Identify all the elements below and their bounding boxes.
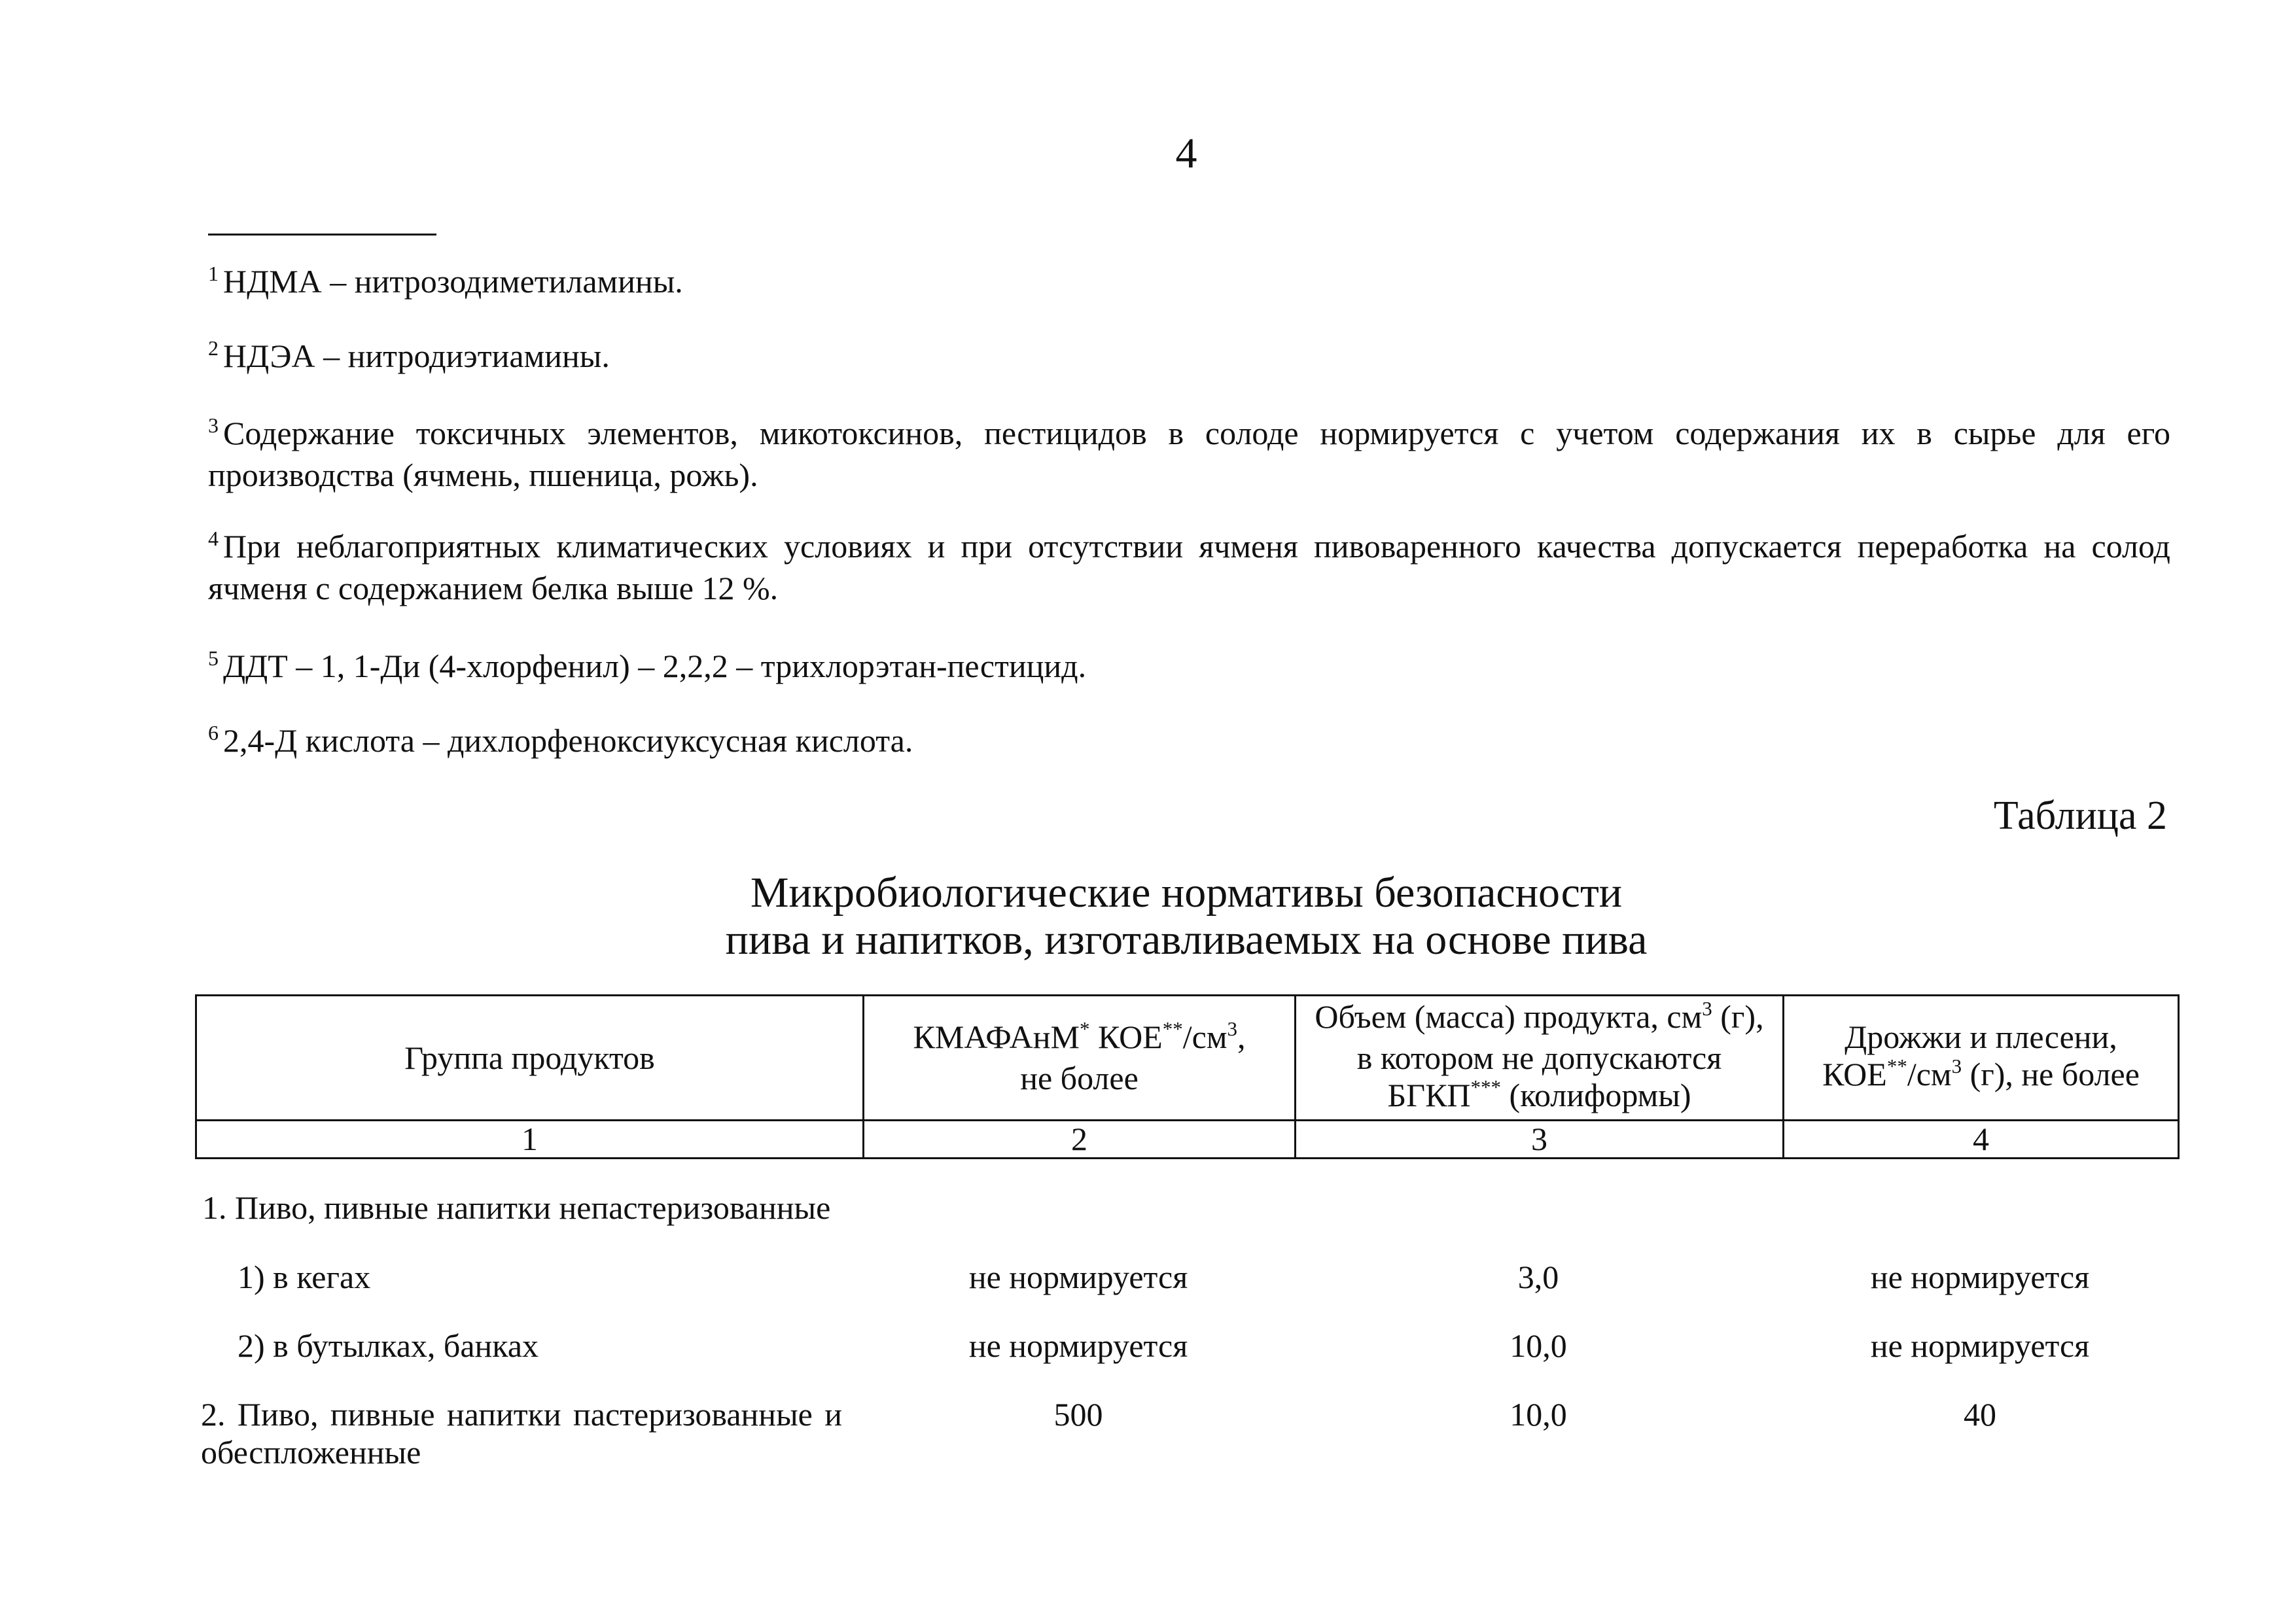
footnote-1: [208, 262, 2170, 304]
footnote-5: [208, 647, 2170, 689]
product-group-cell: [195, 1395, 862, 1471]
footnote-mark: 5: [208, 646, 219, 670]
bgkp-volume-cell: 10,0: [1510, 1396, 1567, 1433]
header-yeast-mold: [1784, 996, 2179, 1121]
kmafanm-cell: 500: [1053, 1396, 1103, 1433]
kmafanm-cell: не нормируется: [968, 1327, 1188, 1364]
column-number: 1: [196, 1121, 864, 1159]
yeast-mold-cell: не нормируется: [1870, 1259, 2090, 1295]
header-text: КМАФАнМ: [913, 1019, 1080, 1055]
product-line: обеспложенные: [201, 1434, 421, 1471]
header-line: Дрожжи и плесени,: [1845, 1019, 2117, 1055]
header-line: [1787, 1056, 2175, 1097]
header-superscript: 3: [1227, 1017, 1237, 1040]
footnote-text: При неблагоприятных климатических условиях и при отсутствии ячменя пивоваренного качества допускается переработка на солод: [223, 528, 2170, 565]
column-number: 3: [1296, 1121, 1784, 1159]
header-product-group: [196, 996, 864, 1121]
footnote-mark: 4: [208, 527, 219, 550]
table-header-row: [196, 996, 2179, 1121]
header-superscript: ***: [1470, 1075, 1502, 1098]
header-bgkp-volume: [1296, 996, 1784, 1121]
yeast-mold-cell: 40: [1964, 1396, 1996, 1433]
table-row: [195, 1327, 2178, 1365]
footnote-separator: [208, 234, 436, 236]
footnote-text: Содержание токсичных элементов, микотоксинов, пестицидов в солоде нормируется с учетом содержания их в сырье для его: [223, 415, 2170, 451]
product-group-cell: 1) в кегах: [238, 1259, 371, 1295]
header-superscript: 3: [1702, 996, 1712, 1020]
header-text: (колиформы): [1501, 1076, 1691, 1113]
footnote-mark: 2: [208, 336, 219, 360]
product-group-cell: 2) в бутылках, банках: [238, 1327, 539, 1364]
table-row: [195, 1395, 2178, 1471]
header-kmafanm: [864, 996, 1296, 1121]
footnote-text: ячменя с содержанием белка выше 12 %.: [208, 570, 779, 606]
footnote-mark: 3: [208, 413, 219, 437]
footnote-text: ДДТ – 1, 1-Ди (4-хлорфенил) – 2,2,2 – трихлорэтан-пестицид.: [223, 648, 1087, 684]
footnote-mark: 1: [208, 262, 219, 285]
column-number-row: [196, 1121, 2179, 1159]
footnote-line: [208, 414, 2170, 456]
table-title-line: Микробиологические нормативы безопасности: [750, 869, 1623, 916]
header-superscript: *: [1079, 1017, 1090, 1040]
footnote-text: НДЭА – нитродиэтиамины.: [223, 338, 610, 374]
footnote-line: [208, 527, 2170, 569]
header-line: в котором не допускаются: [1356, 1039, 1722, 1076]
page-number: 4: [1175, 130, 1197, 177]
header-superscript: **: [1886, 1055, 1907, 1077]
header-superscript: 3: [1951, 1055, 1962, 1077]
header-text: Объем (масса) продукта, см: [1315, 998, 1703, 1035]
table-label: Таблица 2: [1993, 794, 2167, 838]
footnote-2: [208, 337, 2170, 379]
footnote-6: [208, 722, 2170, 763]
footnote-4: [208, 527, 2170, 607]
footnote-text: производства (ячмень, пшеница, рожь).: [208, 457, 758, 493]
norms-table: [195, 994, 2180, 1159]
table-section-row: [195, 1189, 2178, 1227]
header-line: [867, 1019, 1292, 1060]
header-text: КОЕ: [1089, 1019, 1163, 1055]
header-text: (г), не более: [1962, 1056, 2140, 1092]
footnote-text: НДМА – нитрозодиметиламины.: [223, 263, 683, 300]
bgkp-volume-cell: 10,0: [1510, 1327, 1567, 1364]
product-line: 2. Пиво, пивные напитки пастеризованные и: [201, 1396, 842, 1433]
table-title: [195, 869, 2178, 964]
table-title-line: пива и напитков, изготавливаемых на основе пива: [725, 916, 1648, 964]
column-number: 2: [864, 1121, 1296, 1159]
header-text: КОЕ: [1822, 1056, 1887, 1092]
header-text: Группа продуктов: [404, 1039, 655, 1076]
yeast-mold-cell: не нормируется: [1870, 1327, 2090, 1364]
header-text: БГКП: [1387, 1076, 1471, 1113]
header-text: (г),: [1712, 998, 1764, 1035]
header-text: /см: [1907, 1056, 1952, 1092]
footnote-3: [208, 414, 2170, 494]
column-number: 4: [1784, 1121, 2179, 1159]
footnote-mark: 6: [208, 721, 219, 744]
header-line: [1299, 998, 1780, 1039]
header-text: ,: [1237, 1019, 1246, 1055]
header-line: не более: [1020, 1060, 1139, 1096]
footnote-text: 2,4-Д кислота – дихлорфеноксиуксусная кислота.: [223, 722, 913, 759]
header-text: /см: [1182, 1019, 1227, 1055]
kmafanm-cell: не нормируется: [968, 1259, 1188, 1295]
footnote-line: [208, 569, 2170, 607]
header-superscript: **: [1162, 1017, 1183, 1040]
footnote-line: [208, 456, 2170, 494]
bgkp-volume-cell: 3,0: [1517, 1259, 1559, 1295]
table-row: [195, 1258, 2178, 1296]
header-line: [1299, 1077, 1780, 1118]
product-group-cell: 1. Пиво, пивные напитки непастеризованные: [202, 1189, 831, 1226]
